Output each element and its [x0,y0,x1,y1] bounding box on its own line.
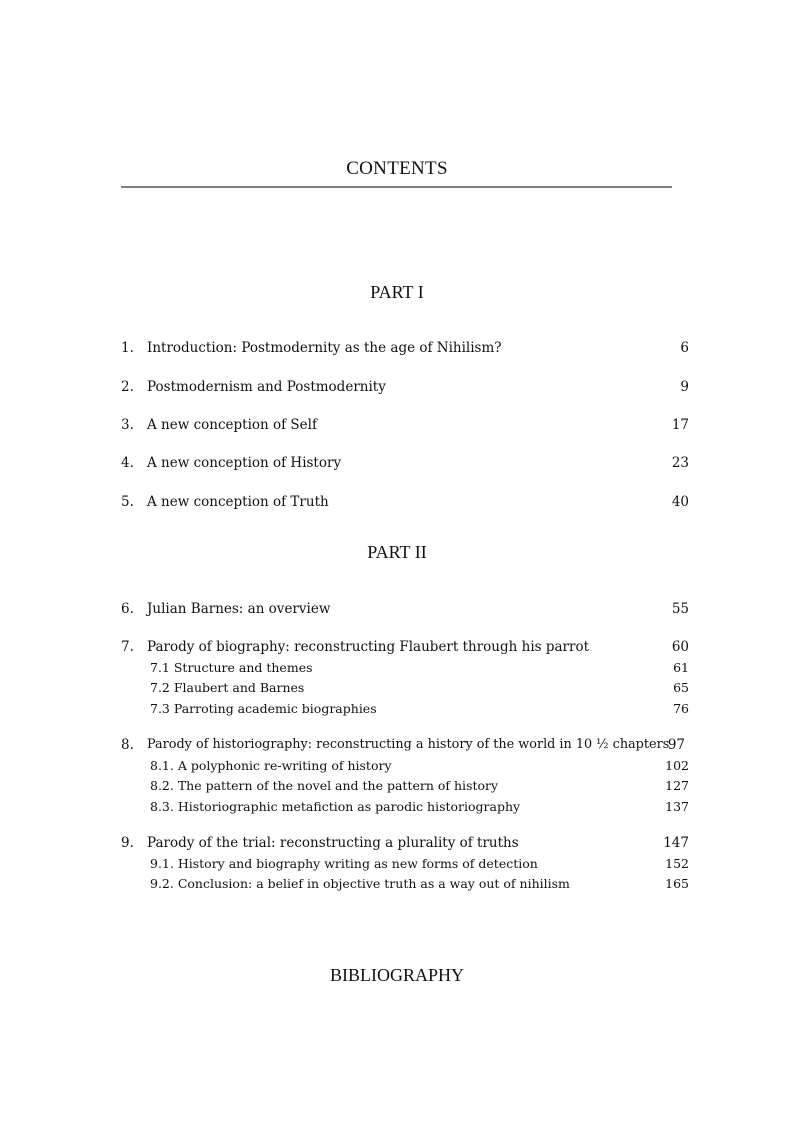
entry-number: 7. [121,639,134,655]
subentry-page: 127 [665,778,689,793]
toc-entry[interactable] [121,492,689,512]
entry-page: 40 [671,494,689,510]
subentry-page: 65 [673,680,689,695]
subentry-page: 102 [665,758,689,773]
subentry-page: 165 [665,876,689,891]
part-2-heading: PART II [367,542,427,562]
entry-title: A new conception of Truth [147,494,329,510]
entry-number: 5. [121,494,134,510]
entry-page: 147 [663,835,689,851]
entry-page: 9 [680,379,689,395]
entry-number: 8. [121,737,134,753]
title-underline [121,186,672,188]
bibliography-heading[interactable]: BIBLIOGRAPHY [329,965,464,985]
page-title: CONTENTS [346,158,448,179]
subentry-page: 137 [665,799,689,814]
subentry-title: 7.1 Structure and themes [150,660,313,675]
entry-number: 6. [121,601,134,617]
toc-subentry[interactable] [150,658,689,678]
toc-entry[interactable] [121,599,689,619]
toc-subentry[interactable] [150,874,689,894]
subentry-page: 61 [673,660,689,675]
entry-title: A new conception of History [147,455,342,471]
entry-number: 3. [121,417,134,433]
entry-number: 9. [121,835,134,851]
entry-number: 1. [121,340,134,356]
toc-subentry[interactable] [150,776,689,796]
subentry-title: 9.2. Conclusion: a belief in objective truth as a way out of nihilism [150,876,570,891]
entry-page: 23 [671,455,689,471]
subentry-page: 152 [665,856,689,871]
toc-entry[interactable] [121,415,689,435]
subentry-title: 8.3. Historiographic metafiction as parodic historiography [150,799,521,814]
entry-title: Parody of the trial: reconstructing a plurality of truths [147,835,519,851]
entry-number: 2. [121,379,134,395]
entry-page: 55 [671,601,689,617]
toc-subentry[interactable] [150,854,689,874]
entry-page: 97 [667,737,685,753]
toc-entry[interactable] [121,453,689,473]
subentry-page: 76 [673,701,689,716]
entry-page: 6 [680,340,689,356]
toc-entry[interactable] [121,735,689,755]
toc-subentry[interactable] [150,797,689,817]
entry-number: 4. [121,455,134,471]
toc-entry[interactable] [121,637,689,657]
entry-page: 60 [671,639,689,655]
entry-page: 17 [671,417,689,433]
toc-entry[interactable] [121,338,689,358]
entry-title: Parody of historiography: reconstructing a history of the world in 10 ½ chapters [147,737,670,752]
subentry-title: 9.1. History and biography writing as new forms of detection [150,856,538,871]
toc-subentry[interactable] [150,678,689,698]
entry-title: Postmodernism and Postmodernity [147,379,386,395]
subentry-title: 8.2. The pattern of the novel and the pattern of history [150,778,499,793]
entry-title: Parody of biography: reconstructing Flaubert through his parrot [147,639,590,655]
toc-subentry[interactable] [150,756,689,776]
toc-entry[interactable] [121,377,689,397]
toc-subentry[interactable] [150,699,689,719]
toc-entry[interactable] [121,833,689,853]
part-1-heading: PART I [370,282,424,302]
subentry-title: 7.3 Parroting academic biographies [150,701,377,716]
entry-title: A new conception of Self [147,417,317,433]
entry-title: Julian Barnes: an overview [147,601,331,617]
subentry-title: 7.2 Flaubert and Barnes [150,680,305,695]
entry-title: Introduction: Postmodernity as the age of Nihilism? [147,340,502,356]
subentry-title: 8.1. A polyphonic re-writing of history [150,758,392,773]
